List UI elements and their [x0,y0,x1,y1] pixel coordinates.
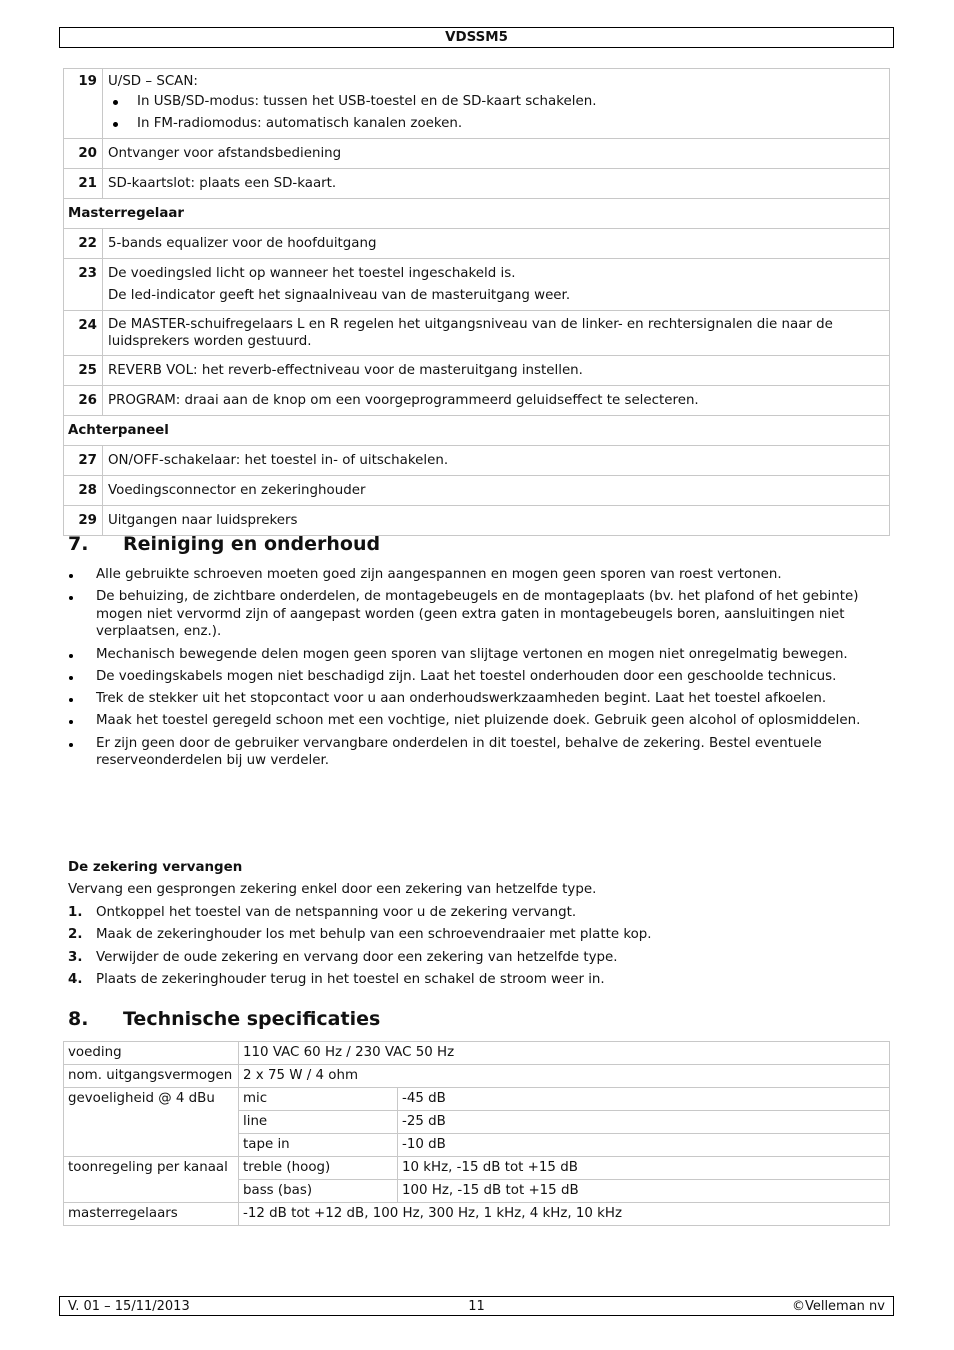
table-row [64,1042,890,1065]
row-bullets [108,91,884,135]
step-item [68,926,652,944]
spec-key: bass (bas) [239,1180,398,1203]
spec-label: voeding [64,1042,239,1065]
table-row [64,476,890,506]
section-number: 7. [68,533,89,555]
row-number: 29 [64,506,103,536]
list-item: In USB/SD-modus: tussen het USB-toestel en de SD-kaart schakelen. [108,91,884,113]
step-item [68,949,652,967]
row-line: De voedingsled licht op wanneer het toestel ingeschakeld is. [108,266,516,281]
spec-key: tape in [239,1134,398,1157]
page-header [59,27,894,48]
table-row [64,446,890,476]
step-text: Plaats de zekeringhouder terug in het toestel en schakel de stroom weer in. [96,971,605,987]
section-label-master: Masterregelaar [64,199,890,229]
list-item: Er zijn geen door de gebruiker vervangbare onderdelen in dit toestel, behalve de zekering. Bestel eventuele reserveonderdelen bij uw verdeler. [68,735,890,770]
step-number: 3. [68,949,83,965]
spec-value: -45 dB [398,1088,890,1111]
row-text: ON/OFF-schakelaar: het toestel in- of uitschakelen. [103,446,890,476]
row-text: De MASTER-schuifregelaars L en R regelen het uitgangsniveau van de linker- en rechtersignalen die naar de luidsprekers worden gestuurd. [103,311,890,356]
spec-value: -10 dB [398,1134,890,1157]
section-label-rear: Achterpaneel [64,416,890,446]
row-title: U/SD – SCAN: [108,74,198,89]
list-item: De voedingskabels mogen niet beschadigd zijn. Laat het toestel onderhouden door een geschoolde technicus. [68,668,890,686]
table-row [64,229,890,259]
fuse-intro: Vervang een gesprongen zekering enkel door een zekering van hetzelfde type. [68,882,597,897]
row-text: SD-kaartslot: plaats een SD-kaart. [103,169,890,199]
spec-label: toonregeling per kanaal [64,1157,239,1203]
section-title: Technische specificaties [123,1008,381,1030]
step-number: 2. [68,927,83,943]
list-item: De behuizing, de zichtbare onderdelen, de montagebeugels en de montageplaats (bv. het plafond of het gebinte) mogen niet vervormd zijn of aangepast worden (geen extra gaten in montagebeugels boren, aansluitingen niet verplaatsen, enz.). [68,588,890,641]
list-item: Trek de stekker uit het stopcontact voor u aan onderhoudswerkzaamheden begint. Laat het toestel afkoelen. [68,690,890,708]
spec-value: -25 dB [398,1111,890,1134]
row-number: 27 [64,446,103,476]
row-number: 20 [64,139,103,169]
spec-key: treble (hoog) [239,1157,398,1180]
table-row [64,356,890,386]
section-8-heading [68,1008,380,1030]
step-text: Verwijder de oude zekering en vervang door een zekering van hetzelfde type. [96,949,618,965]
table-row [64,169,890,199]
spec-label: masterregelaars [64,1203,239,1226]
table-row [64,69,890,139]
list-item: Mechanisch bewegende delen mogen geen sporen van slijtage vertonen en mogen niet onregelmatig bewegen. [68,646,890,664]
footer-page-number: 11 [468,1299,485,1314]
fuse-steps [68,904,652,993]
step-text: Ontkoppel het toestel van de netspanning voor u de zekering vervangt. [96,905,577,920]
row-text: REVERB VOL: het reverb-effectniveau voor de masteruitgang instellen. [103,356,890,386]
row-number: 21 [64,169,103,199]
row-text: 5-bands equalizer voor de hoofduitgang [103,229,890,259]
row-text: Ontvanger voor afstandsbediening [103,139,890,169]
row-text: PROGRAM: draai aan de knop om een voorgeprogrammeerd geluidseffect te selecteren. [103,386,890,416]
footer-copyright: ©Velleman nv [791,1299,885,1314]
section-title: Reiniging en onderhoud [123,533,381,555]
parts-table [63,68,890,536]
spec-key: line [239,1111,398,1134]
row-number: 23 [64,259,103,311]
row-number: 22 [64,229,103,259]
spec-value: -12 dB tot +12 dB, 100 Hz, 300 Hz, 1 kHz, 4 kHz, 10 kHz [239,1203,890,1226]
list-item: In FM-radiomodus: automatisch kanalen zoeken. [108,113,884,135]
footer-version: V. 01 – 15/11/2013 [68,1299,190,1314]
spec-label: gevoeligheid @ 4 dBu [64,1088,239,1157]
table-row [64,386,890,416]
step-item [68,971,652,989]
table-row [64,506,890,536]
step-number: 4. [68,971,83,987]
table-row [64,1065,890,1088]
header-title: VDSSM5 [445,30,508,45]
section-7-heading [68,533,380,555]
row-content [103,69,890,139]
table-row [64,1157,890,1180]
row-text: Voedingsconnector en zekeringhouder [103,476,890,506]
table-row [64,1088,890,1111]
step-item [68,904,652,922]
specs-table [63,1041,890,1226]
row-text: Uitgangen naar luidsprekers [103,506,890,536]
table-row [64,199,890,229]
step-number: 1. [68,905,83,920]
row-number: 19 [64,69,103,139]
table-row [64,416,890,446]
page-footer [59,1296,894,1316]
maintenance-list [68,566,890,775]
list-item: Alle gebruikte schroeven moeten goed zijn aangespannen en mogen geen sporen van roest vertonen. [68,566,890,584]
section-number: 8. [68,1008,89,1030]
row-number: 28 [64,476,103,506]
fuse-subheading: De zekering vervangen [68,860,243,875]
table-row [64,1203,890,1226]
spec-value: 110 VAC 60 Hz / 230 VAC 50 Hz [239,1042,890,1065]
spec-value: 2 x 75 W / 4 ohm [239,1065,890,1088]
table-row [64,139,890,169]
spec-label: nom. uitgangsvermogen [64,1065,239,1088]
row-number: 26 [64,386,103,416]
row-number: 25 [64,356,103,386]
row-line: De led-indicator geeft het signaalniveau van de masteruitgang weer. [108,288,571,303]
spec-key: mic [239,1088,398,1111]
row-content [103,259,890,311]
spec-value: 100 Hz, -15 dB tot +15 dB [398,1180,890,1203]
table-row [64,259,890,311]
list-item: Maak het toestel geregeld schoon met een vochtige, niet pluizende doek. Gebruik geen alcohol of oplosmiddelen. [68,712,890,730]
row-number: 24 [64,311,103,356]
step-text: Maak de zekeringhouder los met behulp van een schroevendraaier met platte kop. [96,927,652,943]
spec-value: 10 kHz, -15 dB tot +15 dB [398,1157,890,1180]
table-row [64,311,890,356]
